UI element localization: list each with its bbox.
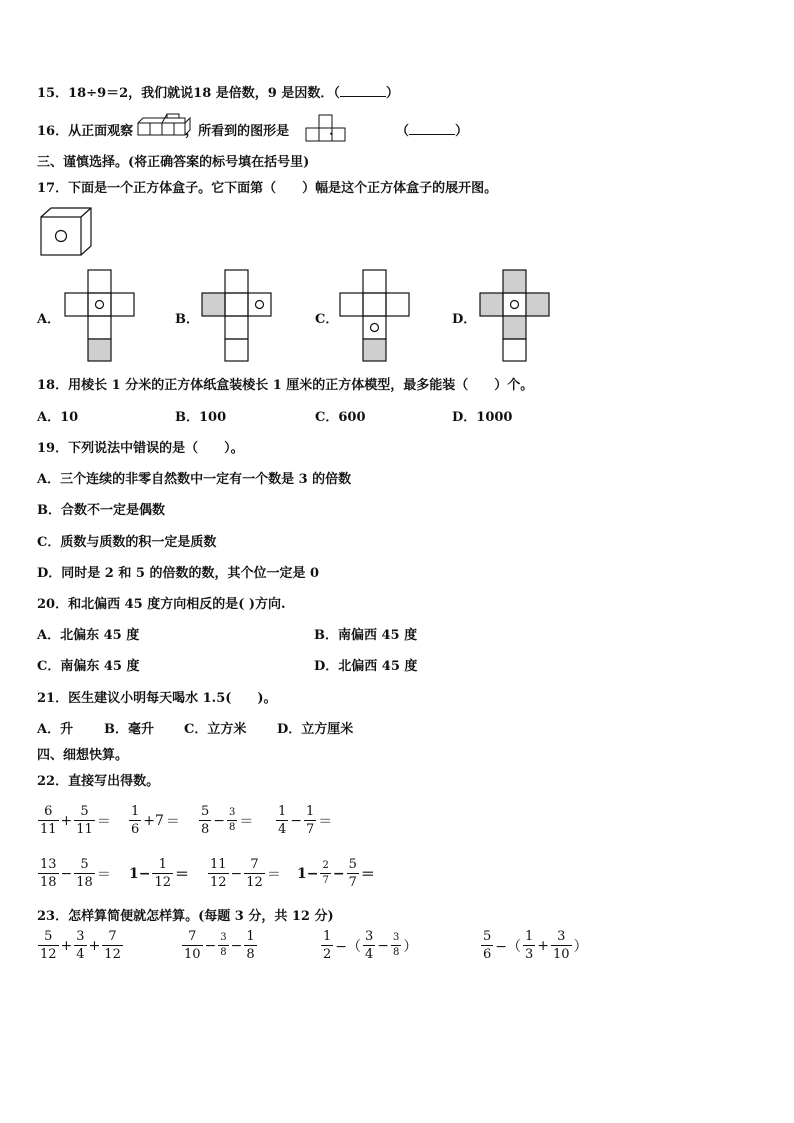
- front-view-figure: [306, 114, 346, 142]
- calc-22-r2-2: 1− $\frac{1}{12}$ ＝: [129, 857, 190, 890]
- fraction: $\frac{1}{2}$: [323, 929, 332, 962]
- fraction: $\frac{11}{12}$: [210, 857, 227, 890]
- section-3-title: 三、谨慎选择。(将正确答案的标号填在括号里): [37, 155, 310, 170]
- option-19-a[interactable]: A．三个连续的非零自然数中一定有一个数是 3 的倍数: [37, 472, 352, 487]
- question-19-stem: 19．下列说法中错误的是（ ）。: [37, 441, 244, 456]
- question-15: [37, 82, 399, 101]
- option-17-d-label[interactable]: D．: [452, 312, 477, 327]
- calc-23-1: $\frac{5}{12}$ + $\frac{3}{4}$ + $\frac{7}{12}$: [40, 929, 121, 962]
- fraction: $\frac{1}{4}$: [278, 804, 287, 837]
- fraction: $\frac{7}{10}$: [184, 929, 201, 962]
- option-17-b-label[interactable]: B．: [175, 312, 199, 327]
- fraction: $\frac{3}{10}$: [553, 929, 570, 962]
- section-4-title: 四、细想快算。: [37, 748, 129, 763]
- fraction: $\frac{13}{18}$: [40, 857, 57, 890]
- question-18-stem: 18．用棱长 1 分米的正方体纸盒装棱长 1 厘米的正方体模型，最多能装（ ）个。: [37, 378, 534, 393]
- option-19-b[interactable]: B．合数不一定是偶数: [37, 503, 165, 518]
- cube-box-figure: [39, 207, 93, 257]
- calc-22-r1-3: $\frac{5}{8}$ − $\frac{3}{8}$ ＝: [201, 804, 254, 837]
- question-16-dot: .: [329, 124, 334, 139]
- fraction: $\frac{5}{18}$: [76, 857, 93, 890]
- option-21-b[interactable]: B．毫升: [104, 722, 154, 737]
- calc-22-r2-1: $\frac{13}{18}$ − $\frac{5}{18}$ ＝: [40, 857, 111, 890]
- fraction: $\frac{6}{11}$: [40, 804, 57, 837]
- question-20-stem: 20．和北偏西 45 度方向相反的是( )方向.: [37, 597, 286, 612]
- question-17-stem: 17．下面是一个正方体盒子。它下面第（ ）幅是这个正方体盒子的展开图。: [37, 181, 498, 196]
- fraction: $\frac{3}{8}$: [229, 807, 236, 833]
- question-22-stem: 22．直接写出得数。: [37, 774, 160, 789]
- fraction: $\frac{1}{6}$: [131, 804, 140, 837]
- calc-22-r2-4: 1− $\frac{2}{7}$ − $\frac{5}{7}$ ＝: [297, 857, 375, 890]
- question-16-pre: 16．从正面观察: [37, 124, 134, 139]
- option-17-c-label[interactable]: C．: [315, 312, 339, 327]
- calc-23-4: $\frac{5}{6}$ −（ $\frac{1}{3}$ + $\frac{3}{10}$ ）: [483, 929, 588, 962]
- fraction: $\frac{1}{8}$: [246, 929, 255, 962]
- question-15-text: 15．18÷9＝2，我们就说18 是倍数，9 是因数．（: [37, 86, 340, 101]
- option-18-a[interactable]: A．10: [37, 410, 79, 425]
- net-option-b[interactable]: [202, 270, 272, 362]
- fraction: $\frac{1}{12}$: [154, 857, 172, 890]
- option-18-d[interactable]: D．1000: [452, 410, 513, 425]
- question-15-close: ）: [385, 86, 399, 101]
- net-option-d[interactable]: [480, 270, 550, 362]
- answer-paren-16: [396, 120, 468, 139]
- fraction: $\frac{5}{8}$: [201, 804, 210, 837]
- answer-blank-15[interactable]: [340, 85, 386, 97]
- calc-22-r1-1: $\frac{6}{11}$ + $\frac{5}{11}$ ＝: [40, 804, 111, 837]
- option-20-a[interactable]: A．北偏东 45 度: [37, 628, 140, 643]
- calc-22-r1-2: $\frac{1}{6}$ +7 ＝: [131, 804, 180, 837]
- fraction: $\frac{7}{12}$: [104, 929, 121, 962]
- fraction: $\frac{5}{6}$: [483, 929, 492, 962]
- net-option-a[interactable]: [65, 270, 135, 362]
- fraction: $\frac{5}{12}$: [40, 929, 57, 962]
- fraction: $\frac{3}{4}$: [365, 929, 374, 962]
- option-18-c[interactable]: C．600: [315, 410, 366, 425]
- fraction: $\frac{2}{7}$: [322, 860, 329, 886]
- cube-stack-figure: [138, 114, 190, 140]
- fraction: $\frac{1}{3}$: [525, 929, 534, 962]
- paren-open: （: [396, 124, 410, 139]
- calc-22-r1-4: $\frac{1}{4}$ − $\frac{1}{7}$ ＝: [278, 804, 333, 837]
- question-16-mid: ，所看到的图形是: [185, 124, 290, 139]
- option-19-c[interactable]: C．质数与质数的积一定是质数: [37, 535, 217, 550]
- fraction: $\frac{3}{4}$: [76, 929, 85, 962]
- option-21-a[interactable]: A．升: [37, 722, 74, 737]
- option-18-b[interactable]: B．100: [175, 410, 227, 425]
- option-19-d[interactable]: D．同时是 2 和 5 的倍数的数，其个位一定是 0: [37, 566, 320, 581]
- fraction: $\frac{5}{7}$: [348, 857, 357, 890]
- fraction: $\frac{1}{7}$: [306, 804, 315, 837]
- option-20-d[interactable]: D．北偏西 45 度: [314, 659, 418, 674]
- paren-close: ）: [455, 124, 469, 139]
- option-21-c[interactable]: C．立方米: [184, 722, 247, 737]
- calc-23-3: $\frac{1}{2}$ −（ $\frac{3}{4}$ − $\frac{3}{8}$ ）: [323, 929, 418, 962]
- fraction: $\frac{5}{11}$: [76, 804, 93, 837]
- fraction: $\frac{3}{8}$: [393, 932, 400, 958]
- question-21-stem: 21．医生建议小明每天喝水 1.5( )。: [37, 691, 277, 706]
- fraction: $\frac{7}{12}$: [246, 857, 263, 890]
- net-option-c[interactable]: [340, 270, 410, 362]
- option-21-d[interactable]: D．立方厘米: [277, 722, 354, 737]
- question-23-stem: 23．怎样算简便就怎样算。(每题 3 分，共 12 分): [37, 909, 334, 924]
- option-17-a-label[interactable]: A．: [37, 312, 61, 327]
- option-20-b[interactable]: B．南偏西 45 度: [314, 628, 418, 643]
- fraction: $\frac{3}{8}$: [220, 932, 227, 958]
- calc-23-2: $\frac{7}{10}$ − $\frac{3}{8}$ − $\frac{1}{8}$: [184, 929, 255, 962]
- option-20-c[interactable]: C．南偏东 45 度: [37, 659, 140, 674]
- answer-blank-16[interactable]: [409, 123, 455, 135]
- calc-22-r2-3: $\frac{11}{12}$ − $\frac{7}{12}$ ＝: [210, 857, 281, 890]
